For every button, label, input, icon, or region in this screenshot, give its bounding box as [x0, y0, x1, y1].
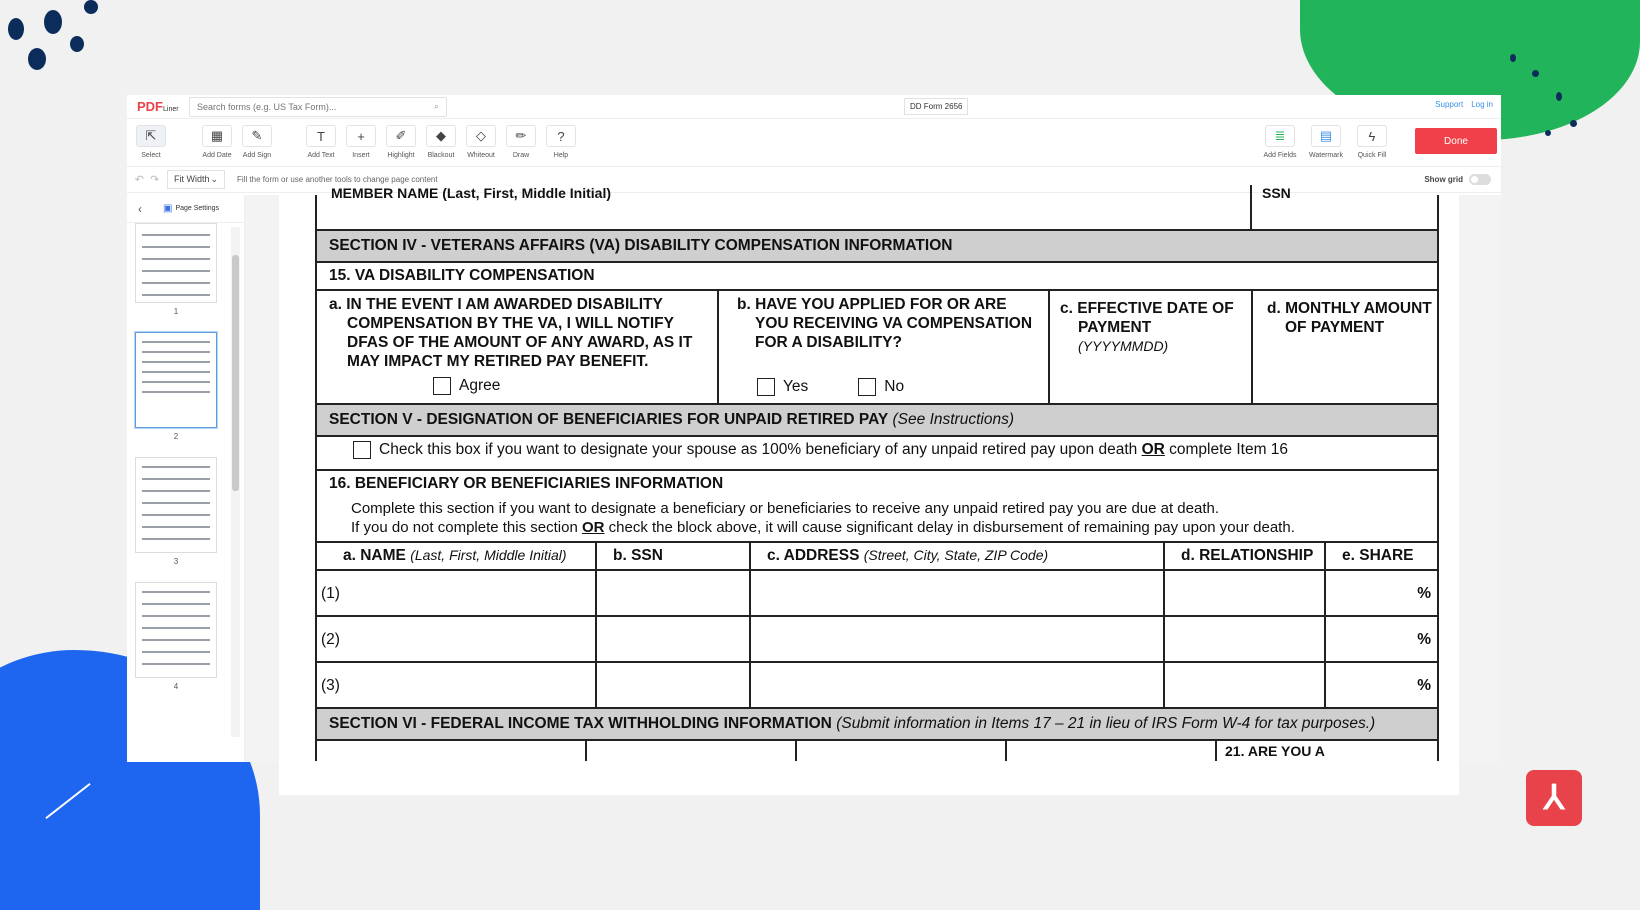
section-v-header: SECTION V - DESIGNATION OF BENEFICIARIES FOR UNPAID RETIRED PAY (See Instructions)	[315, 405, 1439, 437]
yes-checkbox[interactable]	[757, 378, 775, 396]
spouse-checkbox[interactable]	[353, 441, 371, 459]
zoom-select[interactable]: Fit Width ⌄	[167, 170, 225, 189]
document-page	[279, 185, 1459, 795]
beneficiary-address-field[interactable]	[751, 663, 1165, 707]
document-name: DD Form 2656	[904, 98, 968, 115]
cursor-icon: ⇱	[136, 125, 166, 147]
scroll-thumb[interactable]	[232, 255, 239, 491]
item-21-partial[interactable]: 21. ARE YOU A	[1225, 743, 1325, 759]
tool-select[interactable]: ⇱ Select	[131, 125, 171, 159]
highlighter-icon: ✐	[386, 125, 416, 147]
top-bar	[127, 95, 1501, 119]
search-icon[interactable]: ⌕	[433, 101, 439, 111]
decor-dot	[1510, 54, 1516, 62]
beneficiary-name-field[interactable]: (2)	[317, 617, 597, 661]
decor-dot	[84, 0, 98, 14]
beneficiary-relationship-field[interactable]	[1165, 663, 1326, 707]
beneficiary-address-field[interactable]	[751, 571, 1165, 615]
tool-blackout[interactable]: ◆ Blackout	[421, 125, 461, 159]
tool-quick-fill[interactable]: ϟ Quick Fill	[1349, 125, 1395, 159]
dd2656-form	[315, 185, 1439, 761]
member-name-row	[315, 185, 1439, 231]
pen-icon: ✎	[242, 125, 272, 147]
item-15-row	[315, 291, 1439, 405]
top-links	[1435, 100, 1493, 109]
sidebar-header	[127, 195, 244, 223]
main-toolbar	[127, 119, 1501, 167]
page-number: 3	[173, 557, 179, 566]
decor-dot	[70, 36, 84, 52]
lightning-icon: ϟ	[1357, 125, 1387, 147]
beneficiary-table-header: a. NAME (Last, First, Middle Initial) b. SSN c. ADDRESS (Street, City, State, ZIP Code) d. RELATIONSHIP e. SHARE	[315, 543, 1439, 571]
tool-help[interactable]: ? Help	[541, 125, 581, 159]
page-thumbnail[interactable]	[135, 457, 217, 553]
page-thumbnail[interactable]	[135, 223, 217, 303]
editor-window	[127, 95, 1501, 762]
tool-draw[interactable]: ✏ Draw	[501, 125, 541, 159]
member-name-field[interactable]: MEMBER NAME (Last, First, Middle Initial)	[317, 185, 1252, 229]
item-15c[interactable]: c. EFFECTIVE DATE OF PAYMENT (YYYYMMDD)	[1050, 291, 1253, 403]
pdfliner-logo[interactable]: PDFLiner	[137, 99, 179, 114]
no-checkbox[interactable]	[858, 378, 876, 396]
tool-highlight[interactable]: ✐ Highlight	[381, 125, 421, 159]
beneficiary-address-field[interactable]	[751, 617, 1165, 661]
pages-sidebar	[127, 195, 245, 762]
chevron-down-icon: ⌄	[210, 174, 218, 184]
beneficiary-ssn-field[interactable]	[597, 663, 751, 707]
brush-icon: ✏	[506, 125, 536, 147]
page-settings-button[interactable]: Page Settings	[175, 205, 220, 212]
decor-dot	[8, 18, 24, 40]
hint-text: Fill the form or use another tools to change page content	[237, 175, 438, 184]
page-number: 2	[173, 432, 179, 441]
show-grid-toggle[interactable]	[1469, 174, 1491, 185]
chevron-left-icon[interactable]: ‹	[138, 201, 142, 216]
login-link[interactable]: Log in	[1471, 100, 1493, 109]
right-toolbar	[1257, 125, 1501, 159]
support-link[interactable]: Support	[1435, 100, 1464, 109]
ssn-field[interactable]: SSN	[1262, 185, 1291, 201]
decor-dot	[1570, 120, 1577, 127]
search-input[interactable]	[197, 102, 417, 112]
work-area	[127, 185, 1501, 762]
decor-dot	[44, 10, 62, 34]
beneficiary-relationship-field[interactable]	[1165, 571, 1326, 615]
beneficiary-name-field[interactable]: (3)	[317, 663, 597, 707]
tool-add-text[interactable]: T Add Text	[301, 125, 341, 159]
spouse-designation-row: Check this box if you want to designate your spouse as 100% beneficiary of any unpaid retired pay upon death OR complete Item 16	[315, 437, 1439, 471]
beneficiary-row	[315, 571, 1439, 617]
item-15a: a. IN THE EVENT I AM AWARDED DISABILITY COMPENSATION BY THE VA, I WILL NOTIFY DFAS OF THE AMOUNT OF ANY AWARD, AS IT MAY IMPACT MY RETIRED PAY BENEFIT. Agree	[317, 291, 719, 403]
help-icon: ?	[546, 125, 576, 147]
watermark-icon: ▤	[1311, 125, 1341, 147]
beneficiary-name-field[interactable]: (1)	[317, 571, 597, 615]
item-16-instructions: 16. BENEFICIARY OR BENEFICIARIES INFORMATION Complete this section if you want to designate a beneficiary or beneficiaries to receive any unpaid retired pay you are due at death. If you do not complete this section OR check the block above, it will cause significant delay in disbursement of remaining pay upon your death.	[315, 471, 1439, 543]
yes-option[interactable]: Yes	[757, 378, 808, 396]
plus-icon: +	[346, 125, 376, 147]
decor-dot	[28, 48, 46, 70]
undo-icon[interactable]: ↶	[134, 174, 144, 186]
page-settings-icon: ▣	[163, 203, 173, 214]
decor-dot	[1556, 92, 1562, 101]
beneficiary-ssn-field[interactable]	[597, 571, 751, 615]
tool-insert[interactable]: + Insert	[341, 125, 381, 159]
page-thumbnail[interactable]	[135, 582, 217, 678]
tool-add-fields[interactable]: ≣ Add Fields	[1257, 125, 1303, 159]
tool-add-date[interactable]: ▦ Add Date	[197, 125, 237, 159]
decor-dot	[1532, 70, 1539, 77]
section-vi-header: SECTION VI - FEDERAL INCOME TAX WITHHOLDING INFORMATION (Submit information in Items 17 – 21 in lieu of IRS Form W-4 for tax purposes.)	[315, 709, 1439, 741]
calendar-icon: ▦	[202, 125, 232, 147]
beneficiary-share-field[interactable]: %	[1417, 677, 1431, 694]
section-iv-header: SECTION IV - VETERANS AFFAIRS (VA) DISABILITY COMPENSATION INFORMATION	[315, 231, 1439, 263]
section-vi-partial-row	[315, 741, 1439, 761]
agree-option[interactable]: Agree	[433, 377, 705, 395]
eraser-icon: ◇	[466, 125, 496, 147]
no-option[interactable]: No	[858, 378, 904, 396]
done-button[interactable]: Done	[1415, 128, 1497, 154]
document-canvas	[245, 185, 1501, 762]
beneficiary-relationship-field[interactable]	[1165, 617, 1326, 661]
page-number: 1	[173, 307, 179, 316]
page-thumbnail-active[interactable]	[135, 332, 217, 428]
fields-icon: ≣	[1265, 125, 1295, 147]
beneficiary-row	[315, 617, 1439, 663]
item-15b: b. HAVE YOU APPLIED FOR OR ARE YOU RECEIVING VA COMPENSATION FOR A DISABILITY? Yes No	[719, 291, 1050, 403]
search-box	[189, 97, 447, 117]
pdfliner-app-icon: ⅄	[1526, 770, 1582, 826]
item-15-header: 15. VA DISABILITY COMPENSATION	[315, 263, 1439, 291]
text-icon: T	[306, 125, 336, 147]
beneficiary-ssn-field[interactable]	[597, 617, 751, 661]
decor-dot	[1545, 130, 1551, 136]
agree-checkbox[interactable]	[433, 377, 451, 395]
page-thumbnails	[133, 227, 219, 707]
show-grid-control: Show grid	[1424, 174, 1491, 185]
beneficiary-share-field[interactable]: %	[1417, 631, 1431, 648]
item-15d[interactable]: d. MONTHLY AMOUNT OF PAYMENT	[1267, 300, 1432, 336]
tool-watermark[interactable]: ▤ Watermark	[1303, 125, 1349, 159]
beneficiary-share-field[interactable]: %	[1417, 585, 1431, 602]
thumbnail-scrollbar[interactable]	[231, 227, 240, 737]
redo-icon[interactable]: ↷	[150, 174, 160, 186]
tool-whiteout[interactable]: ◇ Whiteout	[461, 125, 501, 159]
tool-add-sign[interactable]: ✎ Add Sign	[237, 125, 277, 159]
beneficiary-row	[315, 663, 1439, 709]
undo-redo	[127, 173, 167, 186]
page-number: 4	[173, 682, 179, 691]
blackout-icon: ◆	[426, 125, 456, 147]
